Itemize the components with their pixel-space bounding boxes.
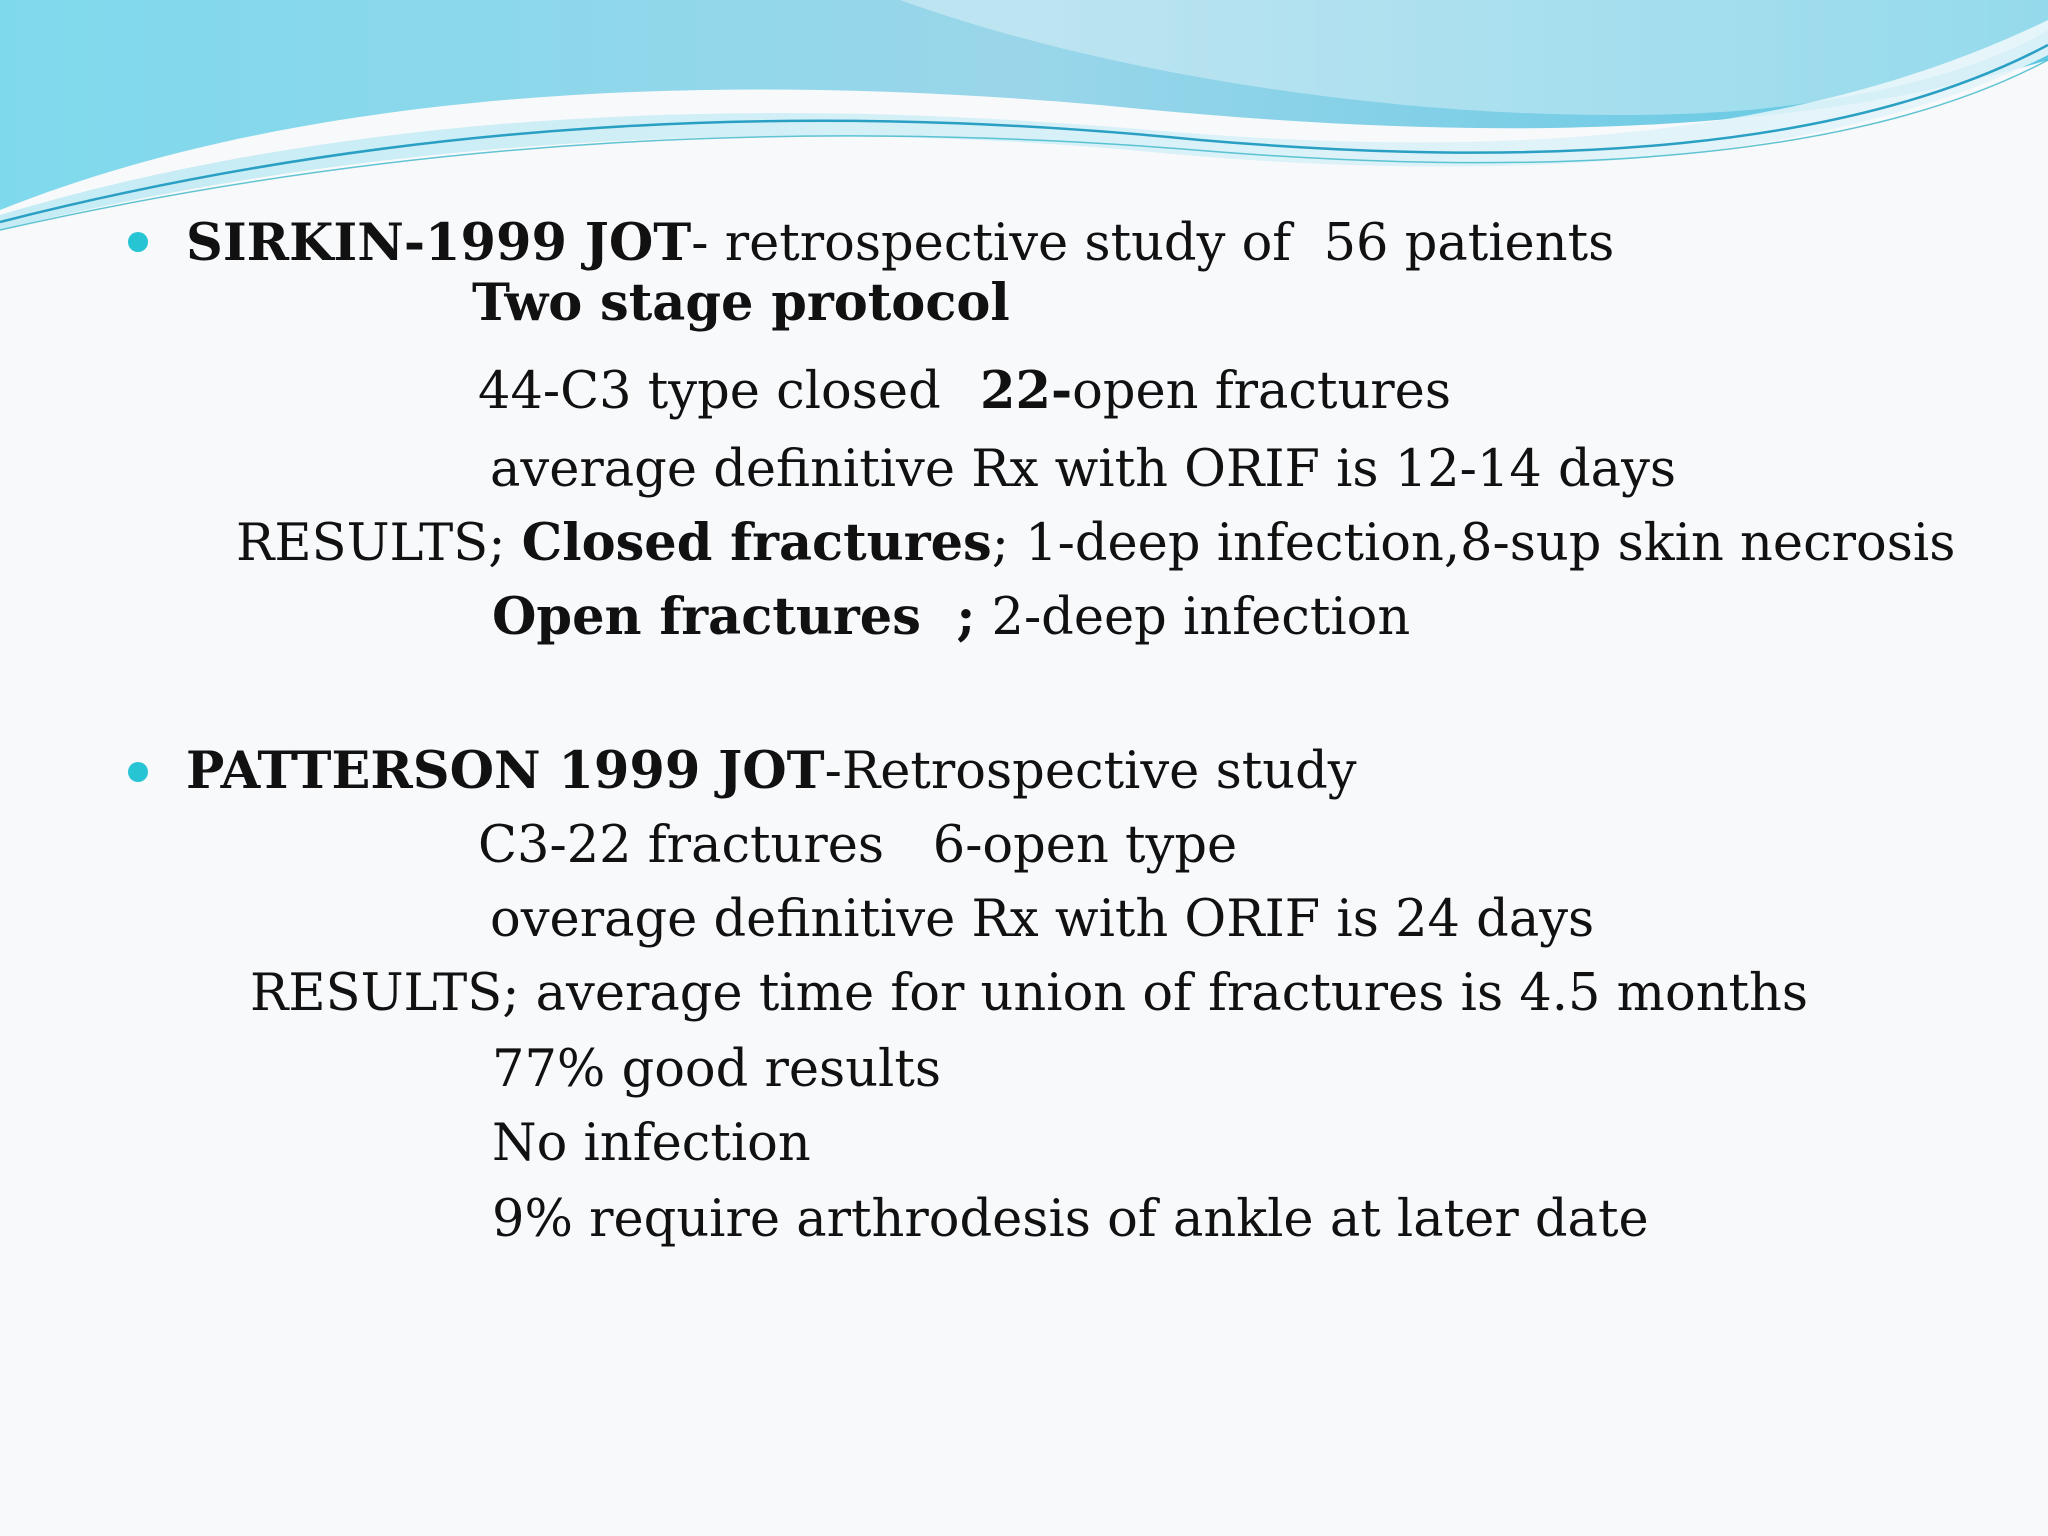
results-label: RESULTS; <box>236 514 522 573</box>
sirkin-title-line <box>186 213 1615 273</box>
sirkin-title: SIRKIN-1999 JOT <box>186 213 692 273</box>
patterson-description: -Retrospective study <box>824 742 1357 801</box>
open-fractures-label: Open fractures ; <box>492 587 976 647</box>
sirkin-description: - retrospective study of 56 patients <box>691 214 1615 273</box>
closed-fractures-result: ; 1-deep infection,8-sup skin necrosis <box>991 514 1956 573</box>
sirkin-results-line <box>236 513 1956 573</box>
patterson-no-infection: No infection <box>492 1114 811 1173</box>
bullet-dot-icon <box>128 762 148 782</box>
open-count-line <box>980 361 1452 421</box>
patterson-results: RESULTS; average time for union of fractures is 4.5 months <box>250 964 1809 1023</box>
open-count-number: 22- <box>980 361 1073 421</box>
patterson-title: PATTERSON 1999 JOT <box>186 741 825 801</box>
patterson-title-line <box>186 741 1357 801</box>
patterson-avg-rx: overage definitive Rx with ORIF is 24 days <box>490 890 1595 949</box>
patterson-good-results: 77% good results <box>492 1040 942 1099</box>
closed-count: 44-C3 type closed <box>478 362 941 421</box>
open-count-label: open fractures <box>1072 362 1452 421</box>
protocol-heading: Two stage protocol <box>472 273 1010 333</box>
bullet-dot-icon <box>128 232 148 252</box>
header-wave-decoration <box>0 0 2048 240</box>
open-fractures-result: 2-deep infection <box>975 588 1411 647</box>
closed-fractures-label: Closed fractures <box>521 513 992 573</box>
sirkin-avg-rx: average definitive Rx with ORIF is 12-14 days <box>490 440 1677 499</box>
open-fractures-line <box>492 587 1411 647</box>
patterson-arthrodesis: 9% require arthrodesis of ankle at later date <box>492 1190 1649 1249</box>
patterson-fractures: C3-22 fractures 6-open type <box>478 816 1238 875</box>
